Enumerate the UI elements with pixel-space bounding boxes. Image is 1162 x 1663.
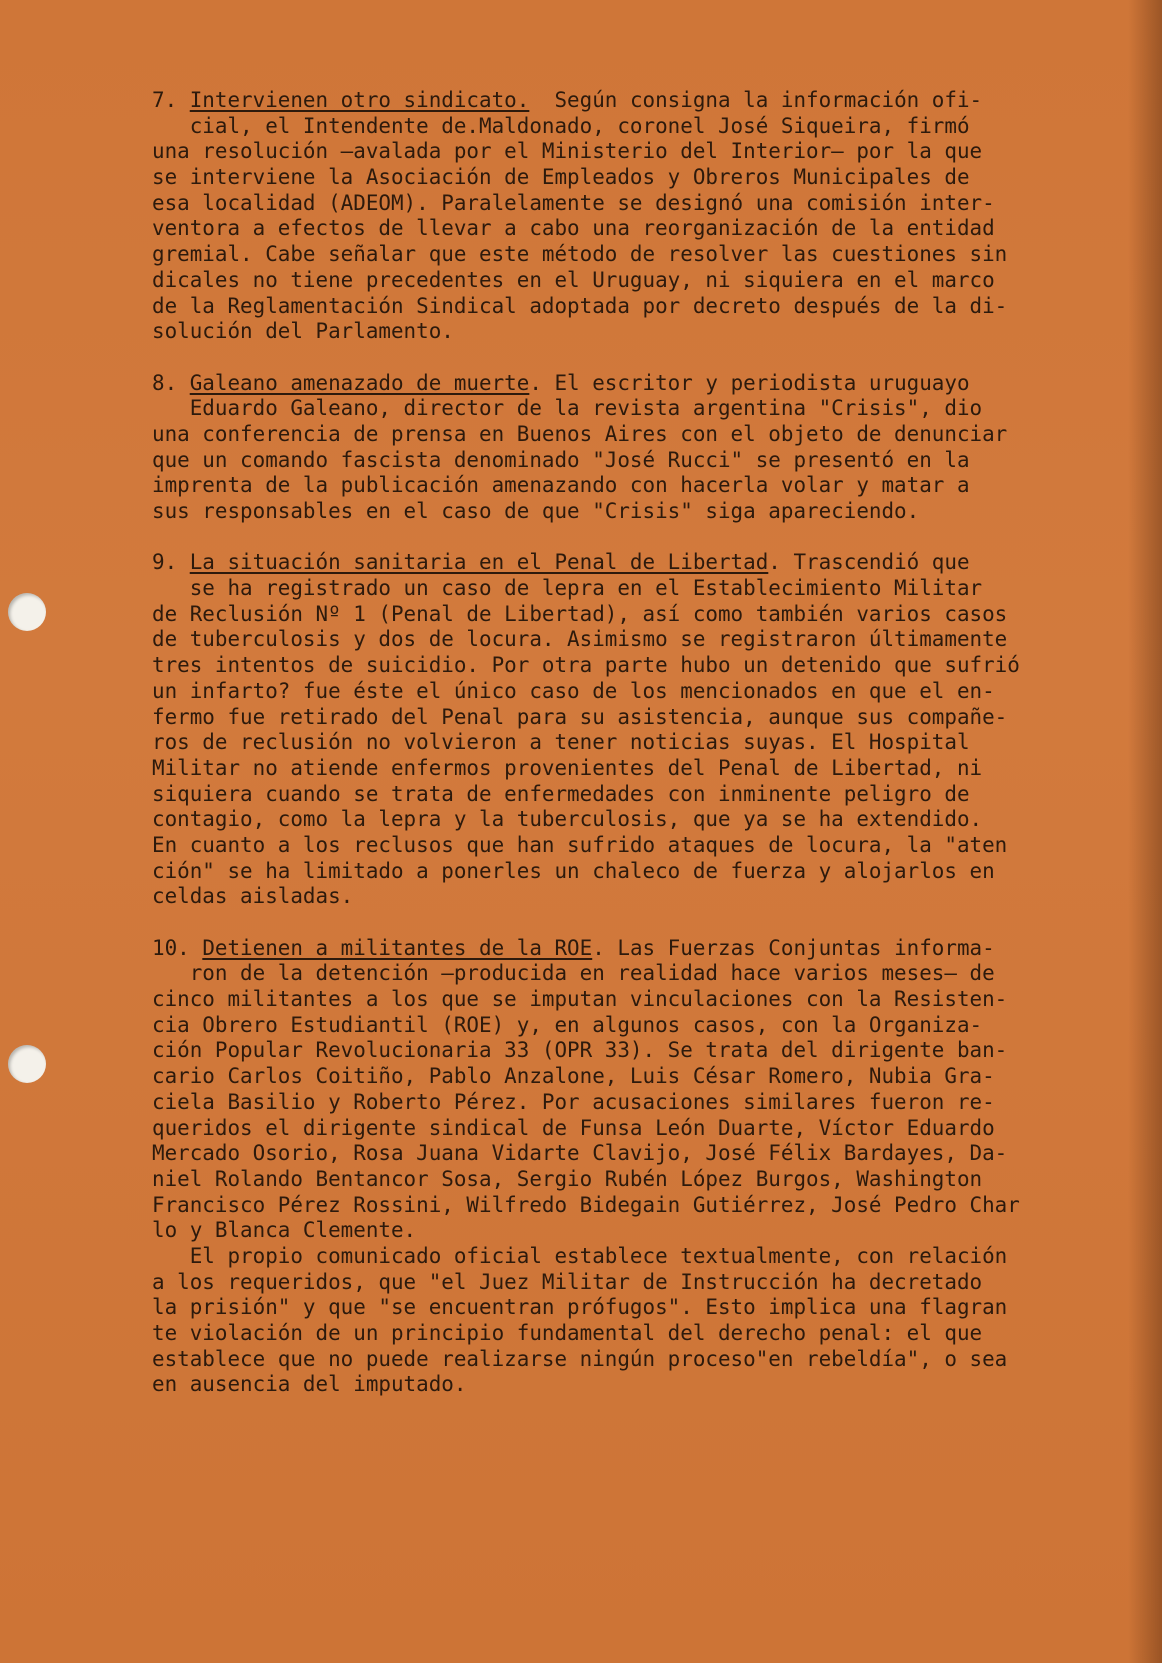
text-line: que un comando fascista denominado "José Rucci" se presentó en la: [152, 447, 970, 472]
text-line: cario Carlos Coitiño, Pablo Anzalone, Luis César Romero, Nubia Gra-: [152, 1064, 995, 1089]
item-title: Intervienen otro sindicato.: [189, 88, 530, 112]
text-line: sus responsables en el caso de que "Crisis" siga apareciendo.: [152, 499, 920, 523]
item-number: 10.: [152, 935, 190, 960]
text-line: esa localidad (ADEOM). Paralelamente se designó una comisión inter-: [152, 190, 995, 215]
paragraph-gap: [152, 345, 1137, 371]
text-line: tres intentos de suicidio. Por otra parte hubo un detenido que sufrió: [152, 653, 1020, 678]
item-title: La situación sanitaria en el Penal de Libertad: [189, 550, 769, 575]
text-line: ción Popular Revolucionaria 33 (OPR 33). Se trata del dirigente ban-: [152, 1038, 1008, 1063]
text-line: a los requeridos, que "el Juez Militar de Instrucción ha decretado: [152, 1269, 983, 1294]
text-line: lo y Blanca Clemente.: [152, 1218, 417, 1243]
punch-hole-bottom: [8, 1045, 46, 1083]
text-line: dicales no tiene precedentes en el Uruguay, ni siquiera en el marco: [152, 267, 995, 292]
text-line: establece que no puede realizarse ningún proceso"en rebeldía", o sea: [152, 1346, 1008, 1371]
text-line: un infarto? fue éste el único caso de los mencionados en que el en-: [152, 678, 995, 703]
text-line: ros de reclusión no volvieron a tener noticias suyas. El Hospital: [152, 730, 970, 755]
item-8-heading: [152, 371, 1137, 397]
item-number: 8.: [152, 370, 178, 395]
text-line: se ha registrado un caso de lepra en el Establecimiento Militar: [152, 576, 983, 601]
item-heading-rest: Según consigna la información ofi-: [529, 88, 983, 112]
text-line: fermo fue retirado del Penal para su asistencia, aunque sus compañe-: [152, 704, 1008, 729]
text-line: siquiera cuando se trata de enfermedades con inminente peligro de: [152, 781, 970, 806]
item-heading-rest: . Las Fuerzas Conjuntas informa-: [592, 935, 995, 960]
text-line: de tuberculosis y dos de locura. Asimismo se registraron últimamente: [152, 627, 1008, 652]
text-line: imprenta de la publicación amenazando con hacerla volar y matar a: [152, 473, 970, 498]
text-line: Eduardo Galeano, director de la revista argentina "Crisis", dio: [152, 396, 983, 421]
item-title: Detienen a militantes de la ROE: [202, 935, 593, 960]
item-number: 7.: [152, 88, 178, 112]
text-line: en ausencia del imputado.: [152, 1372, 467, 1397]
text-line: ventora a efectos de llevar a cabo una reorganización de la entidad: [152, 216, 995, 241]
text-line: ciela Basilio y Roberto Pérez. Por acusaciones similares fueron re-: [152, 1089, 995, 1114]
item-heading-rest: . Trascendió que: [768, 550, 970, 575]
text-line: queridos el dirigente sindical de Funsa León Duarte, Víctor Eduardo: [152, 1115, 995, 1140]
item-number: 9.: [152, 550, 178, 575]
text-line: ción" se ha limitado a ponerles un chaleco de fuerza y alojarlos en: [152, 858, 995, 883]
text-line: cia Obrero Estudiantil (ROE) y, en algunos casos, con la Organiza-: [152, 1012, 983, 1037]
item-title: Galeano amenazado de muerte: [189, 370, 530, 395]
item-heading-rest: . El escritor y periodista uruguayo: [529, 370, 970, 395]
text-line: la prisión" y que "se encuentran prófugos". Esto implica una flagran: [152, 1295, 1008, 1320]
text-line: niel Rolando Bentancor Sosa, Sergio Rubén López Burgos, Washington: [152, 1166, 983, 1191]
text-line: Francisco Pérez Rossini, Wilfredo Bidegain Gutiérrez, José Pedro Char: [152, 1192, 1020, 1217]
paragraph-gap: [152, 910, 1137, 936]
item-9-heading: [152, 550, 1137, 576]
text-line: Mercado Osorio, Rosa Juana Vidarte Clavijo, José Félix Bardayes, Da-: [152, 1141, 1008, 1166]
text-line: te violación de un principio fundamental del derecho penal: el que: [152, 1321, 983, 1345]
text-line: una resolución —avalada por el Ministerio del Interior— por la que: [152, 139, 983, 164]
text-line: Militar no atiende enfermos provenientes del Penal de Libertad, ni: [152, 755, 983, 780]
typewritten-text: [152, 88, 1137, 1398]
text-line: se interviene la Asociación de Empleados y Obreros Municipales de: [152, 165, 970, 190]
text-line: El propio comunicado oficial establece textualmente, con relación: [152, 1243, 1008, 1268]
text-line: una conferencia de prensa en Buenos Aires con el objeto de denunciar: [152, 421, 1008, 446]
item-7-heading: [152, 88, 1137, 114]
text-line: de Reclusión Nº 1 (Penal de Libertad), así como también varios casos: [152, 601, 1008, 626]
text-line: ron de la detención —producida en realidad hace varios meses— de: [152, 961, 995, 986]
text-line: cinco militantes a los que se imputan vinculaciones con la Resisten-: [152, 987, 1008, 1012]
text-line: cial, el Intendente de.Maldonado, coronel José Siqueira, firmó: [152, 113, 970, 138]
item-10-heading: [152, 936, 1137, 962]
text-line: gremial. Cabe señalar que este método de resolver las cuestiones sin: [152, 242, 1008, 267]
text-line: contagio, como la lepra y la tuberculosis, que ya se ha extendido.: [152, 807, 983, 832]
text-line: de la Reglamentación Sindical adoptada por decreto después de la di-: [152, 293, 1008, 318]
paragraph-gap: [152, 525, 1137, 551]
text-line: solución del Parlamento.: [152, 319, 454, 344]
punch-hole-top: [8, 593, 46, 631]
text-line: En cuanto a los reclusos que han sufrido ataques de locura, la "aten: [152, 832, 1008, 857]
text-line: celdas aisladas.: [152, 884, 354, 909]
